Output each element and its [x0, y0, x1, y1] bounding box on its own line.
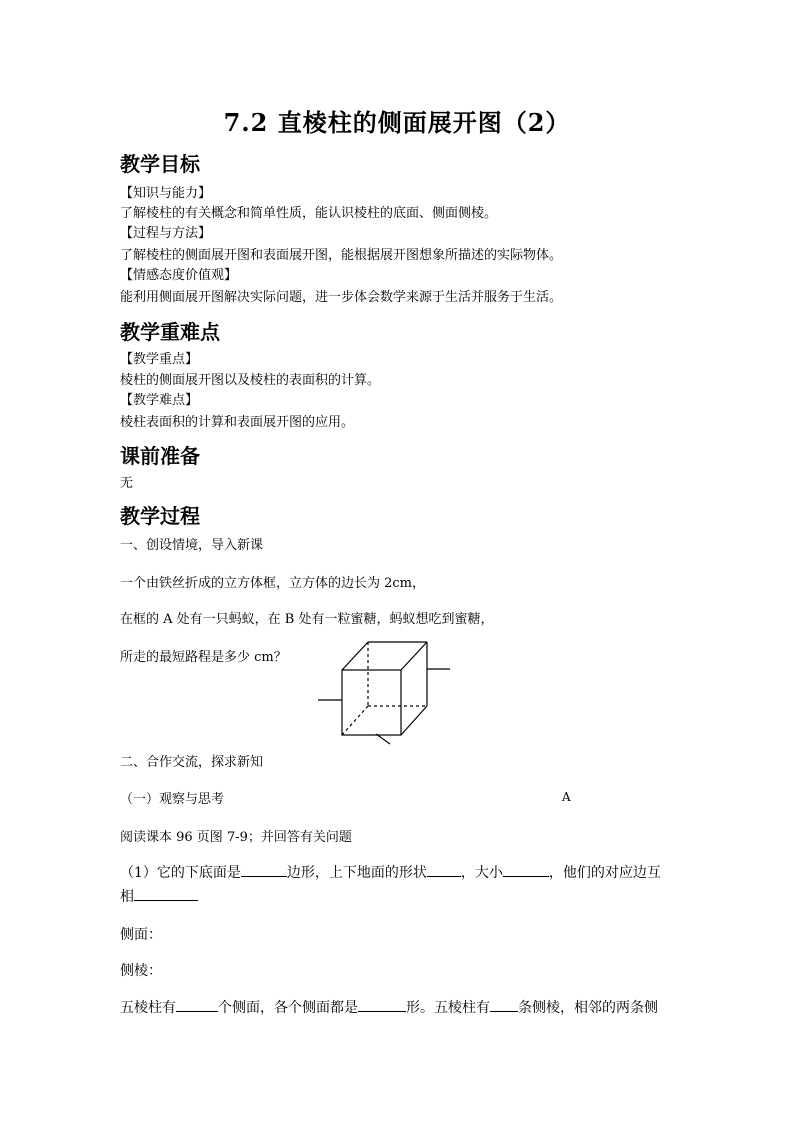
five-part-c: 形。五棱柱有 [406, 1000, 490, 1016]
side-edge-label: 侧棱： [120, 963, 162, 979]
document-title: 7.2 直棱柱的侧面展开图（2） [223, 108, 571, 137]
reading-instruction: 阅读课本 96 页图 7-9；并回答有关问题 [120, 830, 352, 845]
keypoint-difficulty-text: 棱柱表面积的计算和表面展开图的应用。 [120, 415, 355, 430]
goal-knowledge-label: 【知识与能力】 [120, 186, 212, 201]
section-heading-process: 教学过程 [120, 504, 200, 528]
goal-knowledge-text: 了解棱柱的有关概念和简单性质，能认识棱柱的底面、侧面侧棱。 [120, 206, 498, 221]
answer-blank[interactable] [427, 862, 461, 877]
section-heading-goals: 教学目标 [120, 152, 200, 176]
answer-blank[interactable] [503, 862, 549, 877]
keypoint-focus-text: 棱柱的侧面展开图以及棱柱的表面积的计算。 [120, 373, 381, 388]
question-line-3: 所走的最短路程是多少 cm？ [120, 650, 287, 665]
cube-edge [401, 642, 427, 670]
q1-part-b: 边形，上下地面的形状 [286, 865, 427, 881]
question-line-2: 在框的 A 处有一只蚂蚁，在 B 处有一粒蜜糖，蚂蚁想吃到蜜糖， [120, 612, 494, 627]
cube-edge [401, 706, 427, 735]
goal-emotion-label: 【情感态度价值观】 [120, 268, 238, 283]
q1-part-e: 相 [120, 889, 134, 905]
section-heading-prep: 课前准备 [120, 444, 200, 468]
five-part-d: 条侧棱，相邻的两条侧 [518, 1000, 658, 1016]
answer-blank[interactable] [490, 997, 518, 1012]
process-step-2: 二、合作交流，探求新知 [120, 755, 264, 770]
answer-blank[interactable] [241, 862, 287, 877]
question-line-1: 一个由铁丝折成的立方体框，立方体的边长为 2cm， [120, 576, 426, 591]
answer-blank[interactable] [134, 886, 198, 901]
answer-blank[interactable] [358, 997, 406, 1012]
cube-edge [342, 642, 368, 670]
side-face-label: 侧面： [120, 927, 162, 943]
cube-front-face [342, 670, 401, 735]
five-part-a: 五棱柱有 [120, 1000, 176, 1016]
point-label-a: A [562, 790, 571, 804]
question-1-line [120, 862, 661, 882]
q1-part-d: ，他们的对应边互 [548, 865, 661, 881]
five-part-b: 个侧面，各个侧面都是 [218, 1000, 358, 1016]
process-step-1: 一、创设情境，导入新课 [120, 538, 264, 553]
answer-blank[interactable] [176, 997, 218, 1012]
keypoint-difficulty-label: 【教学难点】 [120, 393, 199, 408]
goal-emotion-text: 能利用侧面展开图解决实际问题，进一步体会数学来源于生活并服务于生活。 [120, 290, 563, 305]
prep-text: 无 [120, 476, 134, 491]
question-1-continued [120, 886, 198, 906]
goal-process-label: 【过程与方法】 [120, 226, 212, 241]
subsection-observe: （一）观察与思考 [120, 792, 225, 807]
pentagonal-prism-question [120, 997, 658, 1017]
cube-hidden-edge [342, 706, 368, 735]
goal-process-text: 了解棱柱的侧面展开图和表面展开图，能根据展开图想象所描述的实际物体。 [120, 248, 563, 263]
q1-part-c: ，大小 [460, 865, 503, 881]
q1-part-a: （1）它的下底面是 [120, 865, 241, 881]
keypoint-focus-label: 【教学重点】 [120, 352, 199, 367]
section-heading-keypoints: 教学重难点 [120, 320, 220, 344]
leader-line [376, 734, 390, 744]
